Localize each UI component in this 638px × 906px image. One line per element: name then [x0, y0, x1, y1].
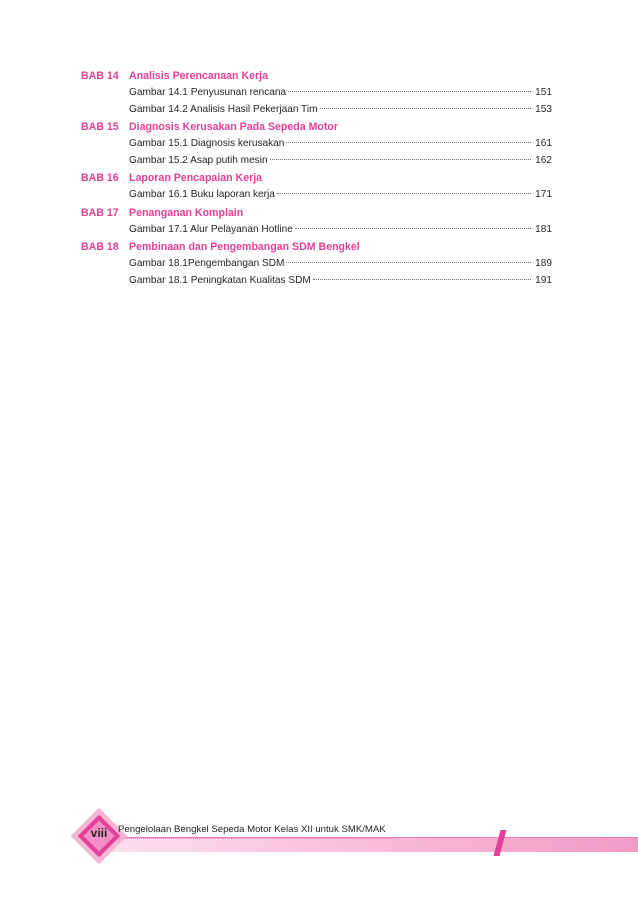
chapter-number: BAB 17	[81, 206, 119, 219]
figure-caption: Gambar 14.1 Penyusunan rencana	[129, 87, 287, 98]
page-number: 153	[535, 103, 552, 115]
page-number: 191	[535, 274, 552, 286]
dot-leader	[295, 228, 531, 229]
chapter-number: BAB 18	[81, 241, 119, 253]
page-number: 189	[535, 258, 552, 269]
dot-leader	[313, 279, 531, 280]
chapter-title: Penanganan Komplain	[129, 206, 244, 219]
dot-leader	[320, 108, 532, 109]
figure-caption: Gambar 17.1 Alur Pelayanan Hotline	[129, 223, 293, 235]
chapter-title: Analisis Perencanaan Kerja	[129, 70, 268, 82]
page-number: 162	[535, 154, 552, 166]
dot-leader	[270, 159, 531, 160]
chapter-number: BAB 15	[81, 121, 119, 133]
figure-entry	[81, 153, 552, 170]
figure-entry	[81, 136, 552, 153]
figure-entry	[81, 85, 552, 102]
page-number: 161	[535, 138, 552, 149]
page-footer	[0, 808, 638, 868]
page-number: 171	[535, 189, 552, 200]
chapter-number: BAB 16	[81, 172, 119, 184]
page-number: 151	[535, 87, 552, 98]
figure-caption: Gambar 15.2 Asap putih mesin	[129, 154, 268, 166]
dot-leader	[288, 91, 531, 92]
chapter-number: BAB 14	[81, 70, 119, 82]
chapter-heading	[81, 204, 552, 222]
page-number: 181	[535, 223, 552, 235]
chapter-heading	[81, 67, 552, 85]
footer-book-title: Pengelolaan Bengkel Sepeda Motor Kelas XII untuk SMK/MAK	[118, 824, 386, 835]
chapter-heading	[81, 118, 552, 136]
chapter-heading	[81, 238, 552, 256]
footer-page-number: viii	[90, 826, 108, 840]
figure-caption: Gambar 18.1 Peningkatan Kualitas SDM	[129, 274, 311, 286]
chapter-title: Laporan Pencapaian Kerja	[129, 172, 263, 184]
chapter-heading	[81, 169, 552, 187]
table-of-figures	[81, 67, 552, 289]
figure-entry	[81, 273, 552, 290]
figure-caption: Gambar 16.1 Buku laporan kerja	[129, 189, 275, 200]
dot-leader	[277, 193, 531, 194]
chapter-title: Diagnosis Kerusakan Pada Sepeda Motor	[129, 121, 338, 133]
dot-leader	[286, 142, 531, 143]
figure-caption: Gambar 15.1 Diagnosis kerusakan	[129, 138, 285, 149]
figure-caption: Gambar 14.2 Analisis Hasil Pekerjaan Tim	[129, 103, 318, 115]
dot-leader	[286, 262, 531, 263]
footer-band	[103, 837, 638, 852]
figure-entry	[81, 222, 552, 239]
figure-entry	[81, 256, 552, 273]
figure-entry	[81, 187, 552, 204]
figure-entry	[81, 102, 552, 119]
footer-title-underline	[118, 837, 394, 839]
figure-caption: Gambar 18.1Pengembangan SDM	[129, 258, 285, 269]
chapter-title: Pembinaan dan Pengembangan SDM Bengkel	[129, 241, 360, 253]
